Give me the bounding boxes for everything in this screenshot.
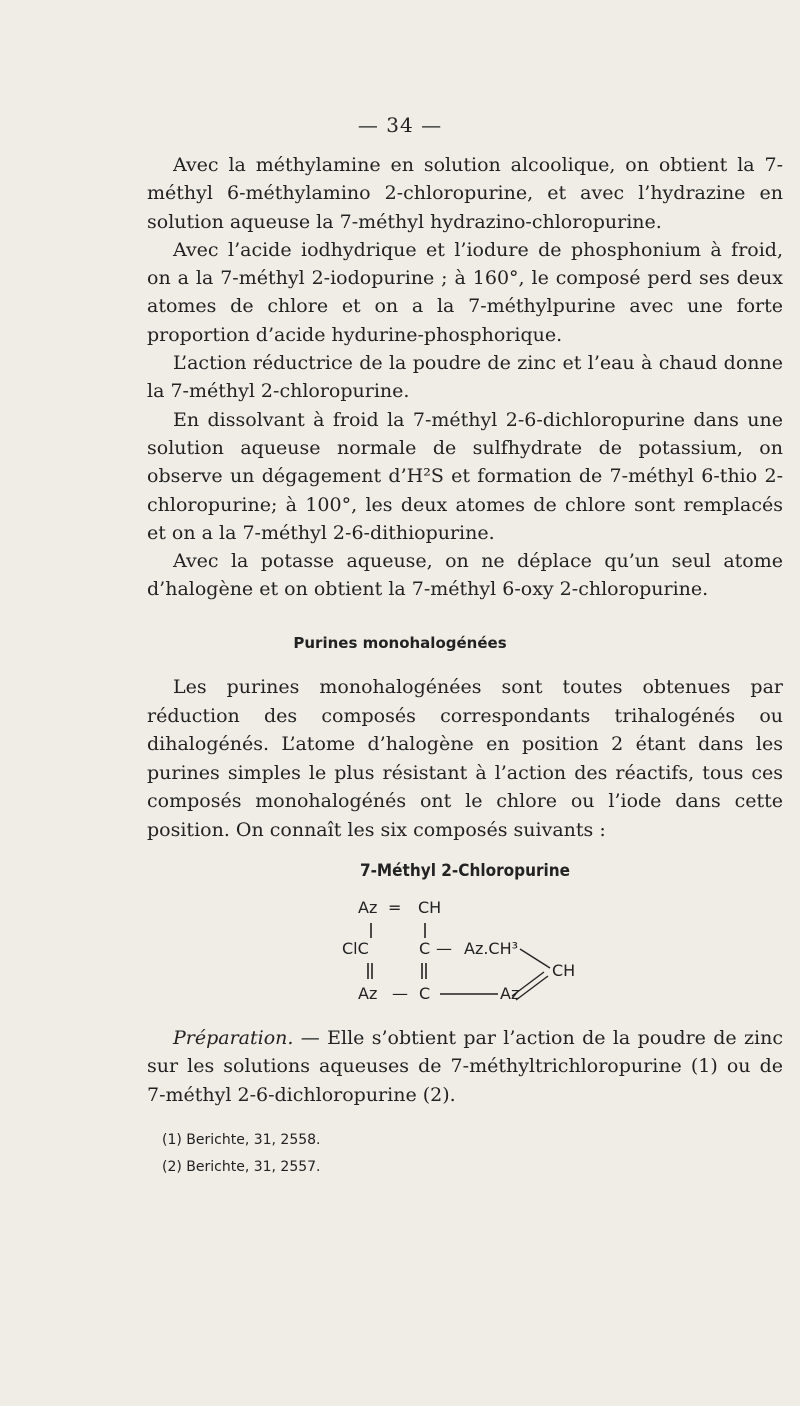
formula-c-bottom: C — [419, 984, 431, 1003]
paragraph: Avec la potasse aqueuse, on ne déplace qu’un seul atome d’halogène et on obtient la 7-méthyl 6-oxy 2-chloropurine. — [147, 550, 783, 601]
compound-title: 7-Méthyl 2-Chloropurine — [359, 861, 571, 881]
formula-dash-mid: — — [436, 939, 452, 958]
formula-double-bond: = — [388, 898, 402, 917]
structural-formula — [330, 893, 630, 1013]
paragraph: Avec la méthylamine en solution alcoolique, on obtient la 7-méthyl 6-méthylamino 2-chloropurine, et avec l’hydrazine en solution aqueuse la 7-méthyl hydrazino-chloropurine. — [147, 154, 783, 233]
formula-az-ch3: Az.CH³ — [464, 939, 519, 958]
formula-ch-top: CH — [418, 898, 442, 917]
paragraph: L’action réductrice de la poudre de zinc et l’eau à chaud donne la 7-méthyl 2-chloropurine. — [147, 352, 783, 403]
page-number: — 34 — — [357, 113, 443, 137]
footnotes — [162, 1127, 321, 1181]
formula-ch-right: CH — [552, 961, 576, 980]
formula-az-bottom-left: Az — [358, 984, 378, 1003]
preparation-body: — Elle s’obtient par l’action de la poudre de zinc sur les solutions aqueuses de 7-méthyltrichloropurine (1) ou de 7-méthyl 2-6-dichloropurine (2). — [147, 1027, 783, 1106]
preparation-label: Préparation. — [173, 1027, 294, 1049]
footnote: (2) Berichte, 31, 2557. — [162, 1159, 321, 1175]
formula-dash-bottom: — — [392, 984, 408, 1003]
footnote: (1) Berichte, 31, 2558. — [162, 1132, 321, 1148]
formula-az-top: Az — [358, 898, 378, 917]
section-body — [147, 673, 783, 844]
formula-c-mid: C — [419, 939, 431, 958]
formula-clc: ClC — [342, 939, 369, 958]
body-text — [147, 151, 783, 604]
paragraph: En dissolvant à froid la 7-méthyl 2-6-dichloropurine dans une solution aqueuse normale de sulfhydrate de potassium, on observe un dégagement d’H²S et formation de 7-méthyl 6-thio 2-chloropurine; à 100°, les deux atomes de chlore sont remplacés et on a la 7-méthyl 2-6-dithiopurine. — [147, 408, 783, 544]
formula-az-bottom-right: Az — [500, 984, 520, 1003]
section-heading: Purines monohalogénées — [293, 634, 507, 652]
paragraph: Les purines monohalogénées sont toutes obtenues par réduction des composés correspondants trihalogénés ou dihalogénés. L’atome d’halogène en position 2 étant dans les purines simples le plus résistant à l’action des réactifs, tous ces composés monohalogénés ont le chlore ou l’iode dans cette position. On connaît les six composés suivants : — [147, 676, 783, 841]
paragraph: Avec l’acide iodhydrique et l’iodure de phosphonium à froid, on a la 7-méthyl 2-iodopurine ; à 160°, le composé perd ses deux atomes de chlore et on a la 7-méthylpurine avec une forte proportion d’acide hydurine-phosphorique. — [147, 238, 783, 346]
paragraph — [147, 1024, 783, 1109]
preparation-text — [147, 1024, 783, 1109]
